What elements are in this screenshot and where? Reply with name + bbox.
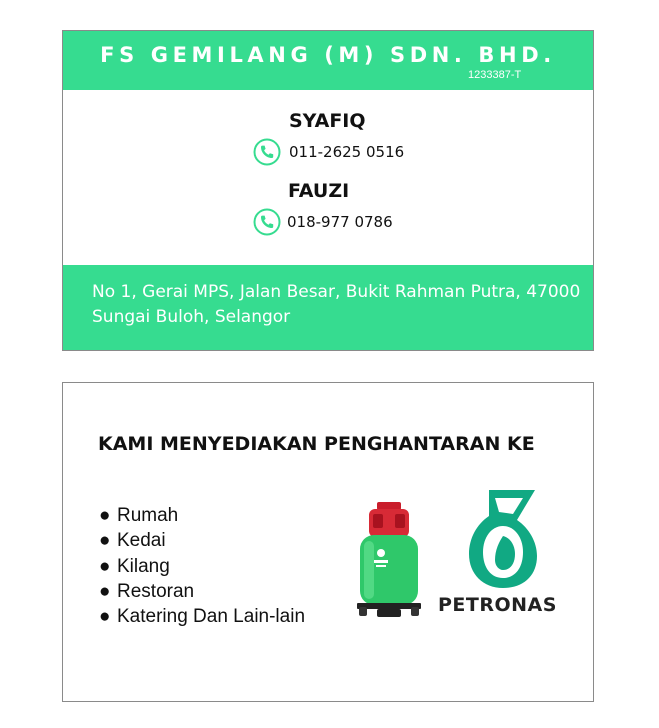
- bullet-icon: ●: [99, 580, 111, 602]
- business-card-front: [62, 30, 594, 351]
- phone-icon: [253, 138, 281, 166]
- bullet-icon: ●: [99, 555, 111, 577]
- address-band: [63, 265, 593, 350]
- phone-number-syafiq[interactable]: 011-2625 0516: [289, 143, 405, 161]
- bullet-icon: ●: [99, 606, 111, 628]
- card-header: [63, 31, 593, 90]
- bullet-icon: ●: [99, 505, 111, 526]
- list-item: [99, 505, 305, 530]
- service-label: Kedai: [117, 530, 166, 552]
- delivery-heading: KAMI MENYEDIAKAN PENGHANTARAN KE: [98, 433, 535, 455]
- phone-number-fauzi[interactable]: 018-977 0786: [287, 213, 393, 231]
- petronas-wordmark: PETRONAS: [438, 594, 557, 616]
- gas-cylinder-icon: [355, 501, 423, 619]
- service-label: Restoran: [117, 580, 195, 602]
- petronas-logo-icon: [459, 486, 547, 590]
- contact-name-syafiq: SYAFIQ: [289, 110, 366, 132]
- list-item: [99, 530, 305, 555]
- company-name: FS GEMILANG (M) SDN. BHD.: [100, 43, 556, 67]
- phone-icon: [253, 208, 281, 236]
- address-line-1: No 1, Gerai MPS, Jalan Besar, Bukit Rahman Putra, 47000: [92, 282, 581, 302]
- company-registration: 1233387-T: [468, 69, 522, 81]
- service-label: Rumah: [117, 505, 179, 526]
- service-label: Katering Dan Lain-lain: [117, 606, 306, 628]
- list-item: [99, 556, 305, 581]
- bullet-icon: ●: [99, 530, 111, 552]
- contact-name-fauzi: FAUZI: [288, 180, 350, 202]
- list-item: [99, 606, 305, 631]
- address-line-2: Sungai Buloh, Selangor: [92, 307, 291, 327]
- address: [92, 280, 587, 330]
- business-card-back: [62, 382, 594, 702]
- list-item: [99, 581, 305, 606]
- services-list: [99, 505, 305, 631]
- service-label: Kilang: [117, 555, 170, 577]
